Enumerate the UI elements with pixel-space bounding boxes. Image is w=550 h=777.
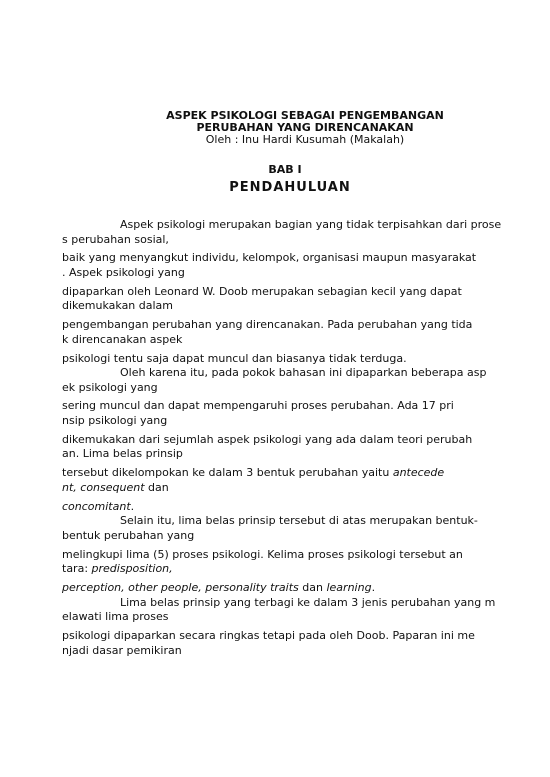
paragraph-line — [62, 481, 492, 496]
body-text — [62, 218, 502, 658]
text-span: . — [130, 499, 135, 513]
paragraph-line: Selain itu, lima belas prinsip tersebut di atas merupakan bentuk- — [120, 514, 478, 528]
paragraph-line: pengembangan perubahan yang direncanakan. Pada perubahan yang tida — [62, 318, 473, 332]
paragraph-line: dikemukakan dari sejumlah aspek psikologi yang ada dalam teori perubah — [62, 432, 473, 446]
paragraph-line: . Aspek psikologi yang — [62, 265, 185, 279]
document-title-line1: ASPEK PSIKOLOGI SEBAGAI PENGEMBANGAN — [166, 109, 444, 122]
paragraph-line: Lima belas prinsip yang terbagi ke dalam 3 jenis perubahan yang m — [120, 595, 496, 609]
paragraph-line: Oleh karena itu, pada pokok bahasan ini dipaparkan beberapa asp — [120, 366, 487, 380]
text-span: tara: — [62, 562, 92, 576]
text-span: tersebut dikelompokan ke dalam 3 bentuk perubahan yaitu — [62, 466, 393, 480]
author-byline: Oleh : Inu Hardi Kusumah (Makalah) — [205, 133, 405, 146]
italic-term: predisposition, — [91, 562, 173, 576]
paragraph-line: dipaparkan oleh Leonard W. Doob merupakan sebagian kecil yang dapat — [62, 284, 462, 298]
paragraph-line: s perubahan sosial, — [62, 232, 169, 246]
paragraph-line — [62, 581, 492, 596]
paragraph-line: psikologi dipaparkan secara ringkas tetapi pada oleh Doob. Paparan ini me — [62, 628, 475, 642]
paragraph-line: nsip psikologi yang — [62, 414, 168, 428]
paragraph-line: bentuk perubahan yang — [62, 528, 195, 542]
paragraph-line — [62, 466, 492, 481]
paragraph-line: ek psikologi yang — [62, 380, 158, 394]
text-span: . — [371, 580, 376, 594]
italic-term: learning — [326, 580, 372, 594]
paragraph-line: dikemukakan dalam — [62, 299, 174, 313]
paragraph-line — [62, 562, 492, 577]
paragraph-line: k direncanakan aspek — [62, 332, 183, 346]
paragraph-line: an. Lima belas prinsip — [62, 447, 183, 461]
italic-term: nt, consequent — [62, 480, 145, 494]
paragraph-line: njadi dasar pemikiran — [62, 643, 182, 657]
paragraph-line: psikologi tentu saja dapat muncul dan biasanya tidak terduga. — [62, 351, 407, 365]
italic-term: concomitant — [62, 499, 131, 513]
paragraph-line — [62, 500, 492, 515]
italic-term: antecede — [392, 466, 445, 480]
paragraph-line: Aspek psikologi merupakan bagian yang tidak terpisahkan dari prose — [120, 218, 502, 231]
paragraph-line: elawati lima proses — [62, 610, 169, 624]
text-span: dan — [144, 480, 169, 494]
paragraph-line: baik yang menyangkut individu, kelompok, organisasi maupun masyarakat — [62, 251, 477, 265]
italic-term: perception, other people, personality traits — [62, 580, 299, 594]
chapter-heading: PENDAHULUAN — [229, 180, 351, 195]
paragraph-line: melingkupi lima (5) proses psikologi. Kelima proses psikologi tersebut an — [62, 547, 463, 561]
paragraph-line: sering muncul dan dapat mempengaruhi proses perubahan. Ada 17 pri — [62, 399, 454, 413]
text-span: dan — [298, 580, 327, 594]
chapter-number: BAB I — [268, 163, 302, 176]
document-title-line2: PERUBAHAN YANG DIRENCANAKAN — [196, 121, 414, 134]
